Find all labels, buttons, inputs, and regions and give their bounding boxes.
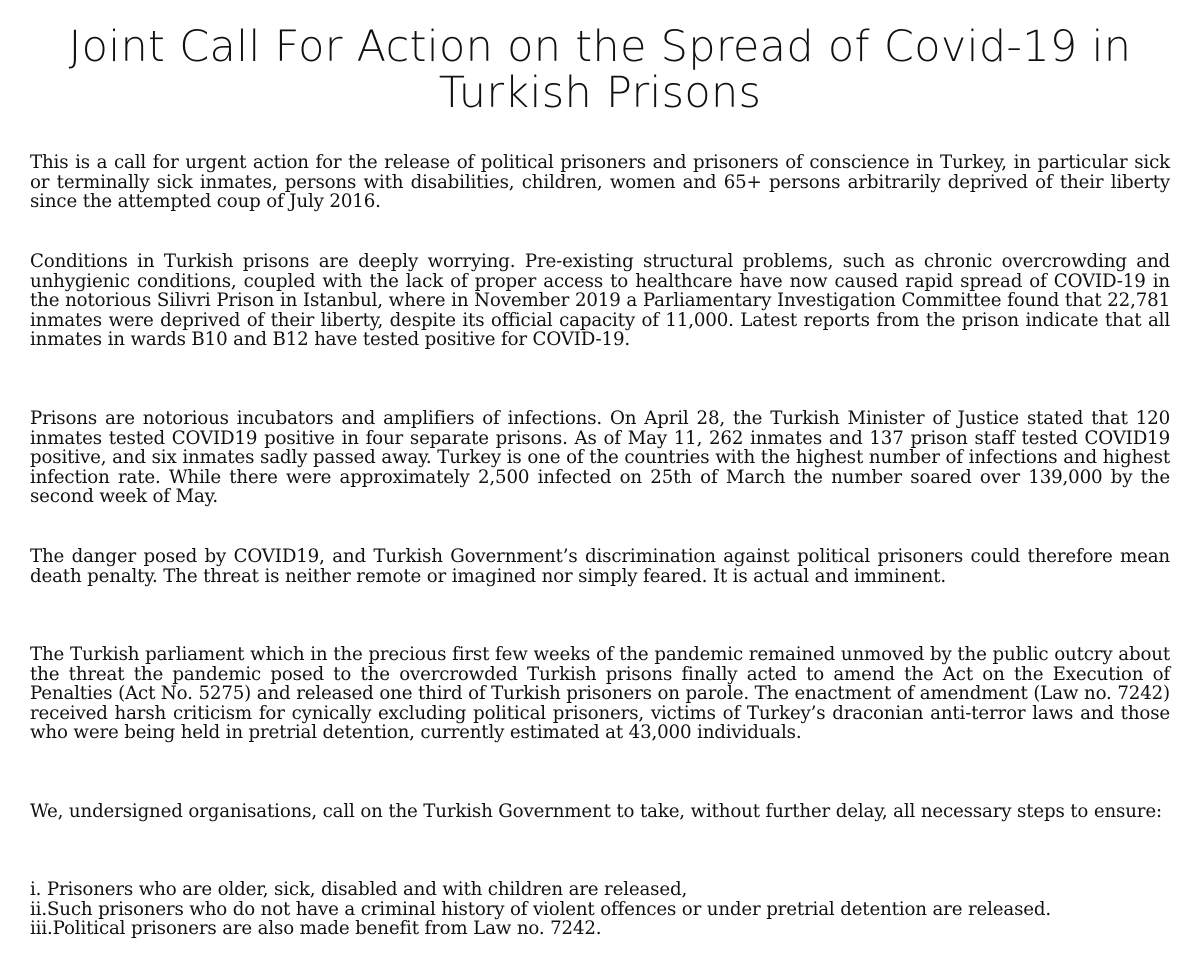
paragraph-prison-conditions: Conditions in Turkish prisons are deeply worrying. Pre-existing structural problems, such as chronic overcrowding and unhygienic conditions, coupled with the lack of proper access to healthcare have now caused rapid spread of COVID-19 in the notorious Silivri Prison in Istanbul, where in November 2019 a Parliamentary Investigation Committee found that 22,781 inmates were deprived of their liberty, despite its official capacity of 11,000. Latest reports from the prison indicate that all inmates in wards B10 and B12 have tested positive for COVID-19. [30, 251, 1170, 351]
document-page [30, 0, 1170, 940]
paragraph-call-for-action: This is a call for urgent action for the release of political prisoners and prisoners of conscience in Turkey, in particular sick or terminally sick inmates, persons with disabilities, children, women and 65+ persons arbitrarily deprived of their liberty since the attempted coup of July 2016. [30, 152, 1170, 213]
list-item: i. Prisoners who are older, sick, disabled and with children are released, [30, 879, 688, 900]
paragraph-infection-statistics: Prisons are notorious incubators and amplifiers of infections. On April 28, the Turkish Minister of Justice stated that 120 inmates tested COVID19 positive in four separate prisons. As of May 11, 262 inmates and 137 prison staff tested COVID19 positive, and six inmates sadly passed away. Turkey is one of the countries with the highest number of infections and highest infection rate. While there were approximately 2,500 infected on 25th of March the number soared over 139,000 by the second week of May. [30, 408, 1170, 508]
document-title: Joint Call For Action on the Spread of Covid-19 in Turkish Prisons [68, 22, 1132, 118]
paragraph-parliament-amendment: The Turkish parliament which in the precious first few weeks of the pandemic remained unmoved by the public outcry about the threat the pandemic posed to the overcrowded Turkish prisons finally acted to amend the Act on the Execution of Penalties (Act No. 5275) and released one third of Turkish prisoners on parole. The enactment of amendment (Law no. 7242) received harsh criticism for cynically excluding political prisoners, victims of Turkey’s draconian anti-terror laws and those who were being held in pretrial detention, currently estimated at 43,000 individuals. [30, 644, 1170, 744]
list-item: iii.Political prisoners are also made benefit from Law no. 7242. [30, 918, 602, 940]
paragraph-danger: The danger posed by COVID19, and Turkish Government’s discrimination against political prisoners could therefore mean death penalty. The threat is neither remote or imagined nor simply feared. It is actual and imminent. [30, 546, 1170, 587]
demands-list [30, 880, 1170, 939]
list-item: ii.Such prisoners who do not have a criminal history of violent offences or under pretrial detention are released. [30, 898, 1052, 920]
paragraph-undersigned-call: We, undersigned organisations, call on the Turkish Government to take, without further delay, all necessary steps to ensure: [30, 801, 1162, 822]
